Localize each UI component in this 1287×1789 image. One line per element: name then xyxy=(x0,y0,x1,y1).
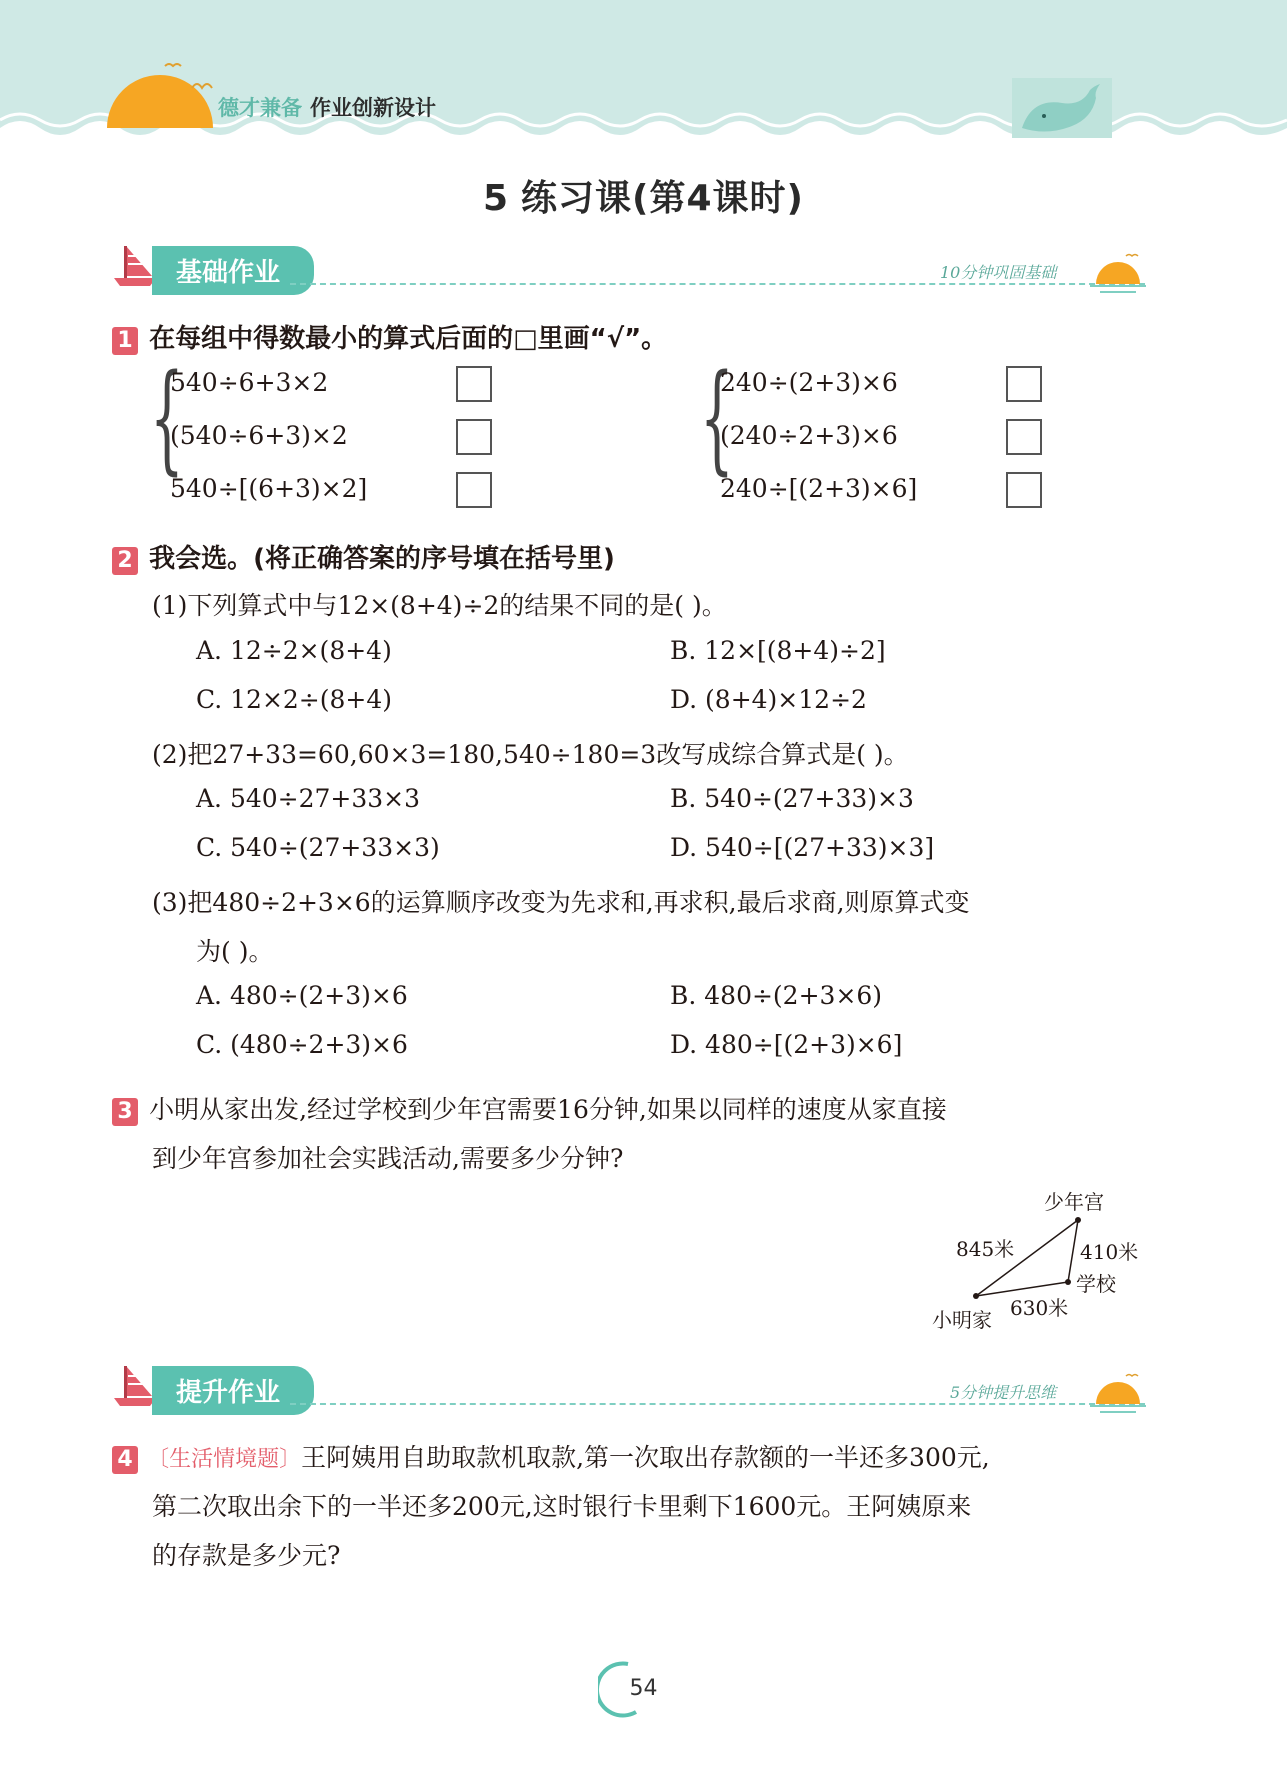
label-palace: 少年宫 xyxy=(1044,1190,1104,1214)
q2-p3-option-a: A. 480÷(2+3)×6 xyxy=(196,981,408,1010)
question-4-line-2: 第二次取出余下的一半还多200元,这时银行卡里剩下1600元。王阿姨原来 xyxy=(152,1492,972,1521)
question-4-line-1: 王阿姨用自助取款机取款,第一次取出存款额的一半还多300元, xyxy=(301,1443,990,1472)
section-basic-divider xyxy=(290,283,1145,285)
q1-left-expr-1: 540÷6+3×2 xyxy=(170,368,329,397)
q2-p1-option-a: A. 12÷2×(8+4) xyxy=(196,636,392,665)
section-advanced-label: 提升作业 xyxy=(152,1366,314,1415)
question-2 xyxy=(112,538,615,575)
q2-p1-stem: (1)下列算式中与12×(8+4)÷2的结果不同的是( )。 xyxy=(152,591,727,620)
q2-p2-option-b: B. 540÷(27+33)×3 xyxy=(670,784,914,813)
q2-p3-option-b: B. 480÷(2+3×6) xyxy=(670,981,883,1010)
brand-dark: 作业创新设计 xyxy=(310,96,436,120)
q2-p1-option-d: D. (8+4)×12÷2 xyxy=(670,685,867,714)
q1-left-checkbox-3[interactable] xyxy=(456,472,492,508)
label-distance-home-palace: 845米 xyxy=(956,1237,1015,1261)
q1-left-expr-2: (540÷6+3)×2 xyxy=(170,421,348,450)
question-3-number: 3 xyxy=(112,1098,138,1126)
question-4-number: 4 xyxy=(112,1446,138,1474)
label-distance-home-school: 630米 xyxy=(1010,1296,1069,1320)
q1-right-expr-3: 240÷[(2+3)×6] xyxy=(720,474,918,503)
brand-green: 德才兼备 xyxy=(218,96,302,120)
brand xyxy=(218,92,436,122)
q2-p2-option-c: C. 540÷(27+33×3) xyxy=(196,833,440,862)
question-1-text: 在每组中得数最小的算式后面的□里画“√”。 xyxy=(149,324,668,354)
page-title xyxy=(0,170,1287,221)
small-sun-icon xyxy=(1090,250,1146,298)
q1-left-expr-3: 540÷[(6+3)×2] xyxy=(170,474,368,503)
whale-icon xyxy=(1012,78,1112,138)
question-3-line-2: 到少年宫参加社会实践活动,需要多少分钟? xyxy=(152,1144,624,1173)
q1-right-expr-1: 240÷(2+3)×6 xyxy=(720,368,898,397)
question-2-number: 2 xyxy=(112,547,138,575)
question-4-line-3: 的存款是多少元? xyxy=(152,1541,341,1570)
section-advanced-divider xyxy=(290,1403,1145,1405)
right-brace: { xyxy=(700,348,734,486)
q2-p1-option-c: C. 12×2÷(8+4) xyxy=(196,685,393,714)
question-2-text: 我会选。(将正确答案的序号填在括号里) xyxy=(149,544,615,574)
q2-p2-option-a: A. 540÷27+33×3 xyxy=(196,784,421,813)
q2-p2-stem: (2)把27+33=60,60×3=180,540÷180=3改写成综合算式是( )。 xyxy=(152,740,909,769)
q2-p3-stem: (3)把480÷2+3×6的运算顺序改变为先求和,再求积,最后求商,则原算式变 xyxy=(152,888,970,917)
q2-p2-option-d: D. 540÷[(27+33)×3] xyxy=(670,833,935,862)
section-basic-label: 基础作业 xyxy=(152,246,314,295)
sun-icon xyxy=(105,60,215,130)
q2-p3-option-d: D. 480÷[(2+3)×6] xyxy=(670,1030,903,1059)
left-brace: { xyxy=(150,348,184,486)
title-text: 练习课(第4课时) xyxy=(521,178,805,219)
q1-right-checkbox-3[interactable] xyxy=(1006,472,1042,508)
question-3-line-1: 小明从家出发,经过学校到少年宫需要16分钟,如果以同样的速度从家直接 xyxy=(149,1095,947,1124)
q2-p1-option-b: B. 12×[(8+4)÷2] xyxy=(670,636,886,665)
question-1-number: 1 xyxy=(112,327,138,355)
q1-left-checkbox-2[interactable] xyxy=(456,419,492,455)
q1-right-checkbox-1[interactable] xyxy=(1006,366,1042,402)
label-home: 小明家 xyxy=(932,1308,992,1332)
q2-p3-stem-continued: 为( )。 xyxy=(196,937,274,966)
bird-icon xyxy=(190,78,214,94)
q2-p3-option-c: C. (480÷2+3)×6 xyxy=(196,1030,408,1059)
question-4 xyxy=(112,1438,990,1474)
label-school: 学校 xyxy=(1076,1272,1116,1296)
label-distance-school-palace: 410米 xyxy=(1080,1240,1139,1264)
question-3 xyxy=(112,1090,947,1126)
page-number: 54 xyxy=(629,1676,658,1701)
section-basic-hint: 10分钟巩固基础 xyxy=(940,263,1057,282)
section-advanced-hint: 5分钟提升思维 xyxy=(950,1383,1057,1402)
question-4-tag: 〔生活情境题〕 xyxy=(147,1447,302,1472)
q1-right-expr-2: (240÷2+3)×6 xyxy=(720,421,898,450)
question-1 xyxy=(112,318,667,355)
title-number: 5 xyxy=(482,178,510,219)
q1-right-checkbox-2[interactable] xyxy=(1006,419,1042,455)
small-sun-icon-2 xyxy=(1090,1370,1146,1418)
q1-left-checkbox-1[interactable] xyxy=(456,366,492,402)
